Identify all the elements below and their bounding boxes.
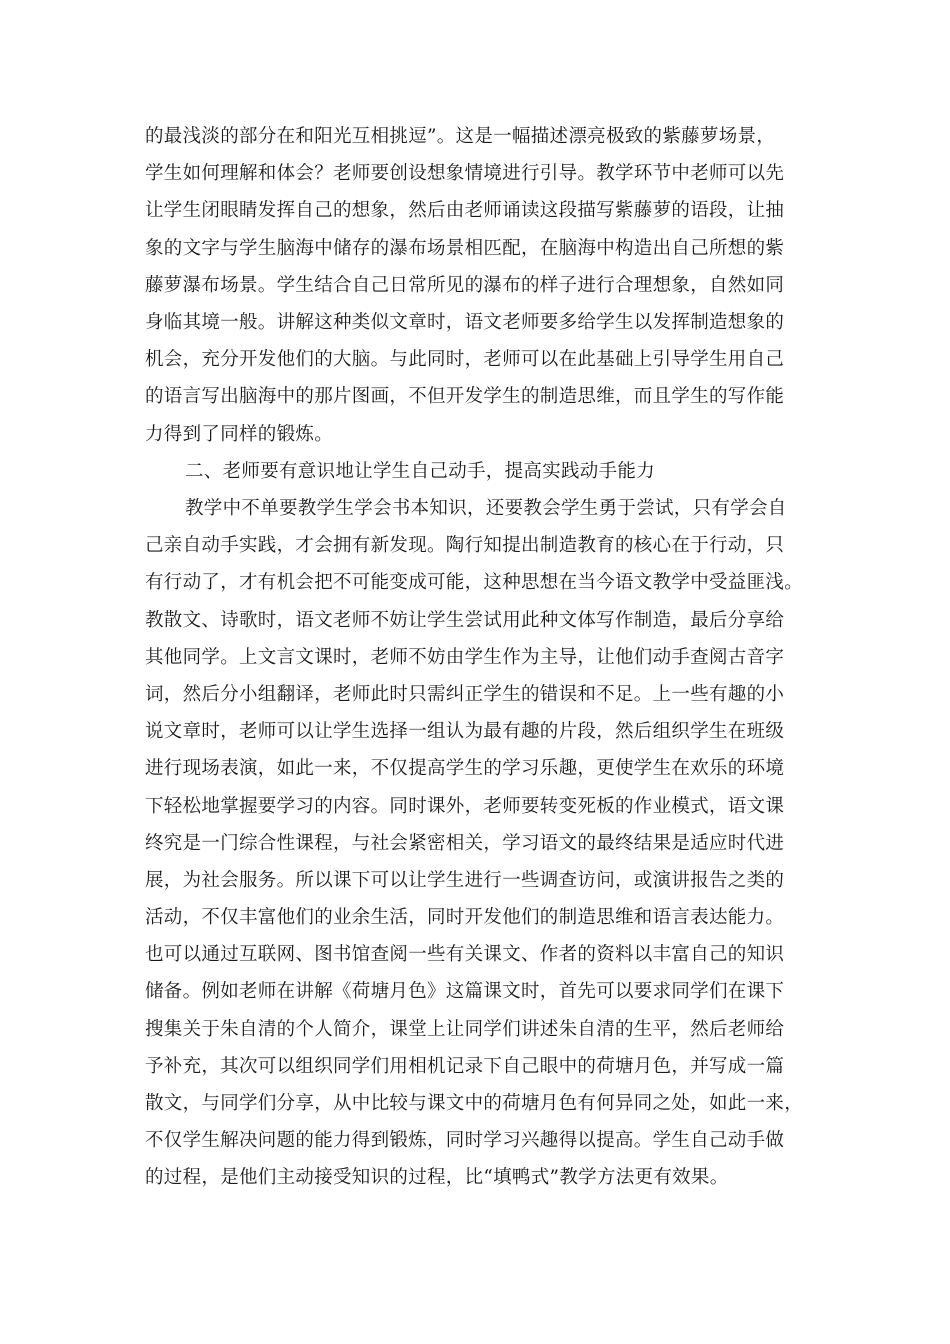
paragraph-line: 说文章时，老师可以让学生选择一组认为最有趣的片段，然后组织学生在班级: [145, 721, 785, 743]
paragraph-line: 的最浅淡的部分在和阳光互相挑逗”。这是一幅描述漂亮极致的紫藤萝场景，: [145, 126, 776, 147]
section-heading-text: 二、老师要有意识地让学生自己动手，提高实践动手能力: [185, 461, 656, 482]
paragraph-2: [145, 490, 810, 1197]
paragraph-line: 身临其境一般。讲解这种类似文章时，语文老师要多给学生以发挥制造想象的: [145, 311, 785, 333]
paragraph-line: 藤萝瀑布场景。学生结合自己日常所见的瀑布的样子进行合理想象，自然如同: [145, 274, 785, 296]
paragraph-line: 不仅学生解决问题的能力得到锻炼，同时学习兴趣得以提高。学生自己动手做: [145, 1130, 785, 1152]
paragraph-line: 教散文、诗歌时，语文老师不妨让学生尝试用此种文体写作制造，最后分享给: [145, 609, 785, 631]
paragraph-line: 的语言写出脑海中的那片图画，不但开发学生的制造思维，而且学生的写作能: [145, 386, 785, 408]
paragraph-line: 终究是一门综合性课程，与社会紧密相关，学习语文的最终结果是适应时代进: [145, 832, 785, 854]
paragraph-line: 有行动了，才有机会把不可能变成可能，这种思想在当今语文教学中受益匪浅。: [145, 572, 804, 594]
paragraph-line: 进行现场表演，如此一来，不仅提高学生的学习乐趣，更使学生在欢乐的环境: [145, 758, 785, 780]
paragraph-line: 学生如何理解和体会？老师要创设想象情境进行引导。教学环节中老师可以先: [145, 163, 785, 185]
paragraph-line: 下轻松地掌握要学习的内容。同时课外，老师要转变死板的作业模式，语文课: [145, 795, 785, 817]
paragraph-line: 展，为社会服务。所以课下可以让学生进行一些调查访问，或演讲报告之类的: [145, 869, 785, 891]
paragraph-line: 力得到了同样的锻炼。: [145, 423, 334, 445]
paragraph-1: [145, 118, 810, 453]
paragraph-line: 词，然后分小组翻译，老师此时只需纠正学生的错误和不足。上一些有趣的小: [145, 683, 785, 705]
paragraph-line: 其他同学。上文言文课时，老师不妨由学生作为主导，让他们动手查阅古音字: [145, 646, 785, 668]
paragraph-line: 机会，充分开发他们的大脑。与此同时，老师可以在此基础上引导学生用自己: [145, 349, 785, 371]
paragraph-line: 活动，不仅丰富他们的业余生活，同时开发他们的制造思维和语言表达能力。: [145, 907, 785, 929]
paragraph-line: 让学生闭眼睛发挥自己的想象，然后由老师诵读这段描写紫藤萝的语段，让抽: [145, 200, 785, 222]
paragraph-line: 也可以通过互联网、图书馆查阅一些有关课文、作者的资料以丰富自己的知识: [145, 944, 785, 966]
section-heading: [145, 453, 810, 490]
paragraph-line: 予补充，其次可以组织同学们用相机记录下自己眼中的荷塘月色，并写成一篇: [145, 1055, 785, 1077]
paragraph-line: 搜集关于朱自清的个人简介，课堂上让同学们讲述朱自清的生平，然后老师给: [145, 1018, 785, 1040]
paragraph-line: 散文，与同学们分享，从中比较与课文中的荷塘月色有何异同之处，如此一来，: [145, 1093, 804, 1114]
paragraph-line: 的过程，是他们主动接受知识的过程，比“填鸭式”教学方法更有效果。: [145, 1167, 729, 1189]
paragraph-line: 象的文字与学生脑海中储存的瀑布场景相匹配，在脑海中构造出自己所想的紫: [145, 237, 785, 259]
paragraph-line: 教学中不单要教学生学会书本知识，还要教会学生勇于尝试，只有学会自: [185, 498, 787, 519]
paragraph-line: 储备。例如老师在讲解《荷塘月色》这篇课文时，首先可以要求同学们在课下: [145, 981, 785, 1003]
paragraph-line: 己亲自动手实践，才会拥有新发现。陶行知提出制造教育的核心在于行动，只: [145, 535, 785, 557]
